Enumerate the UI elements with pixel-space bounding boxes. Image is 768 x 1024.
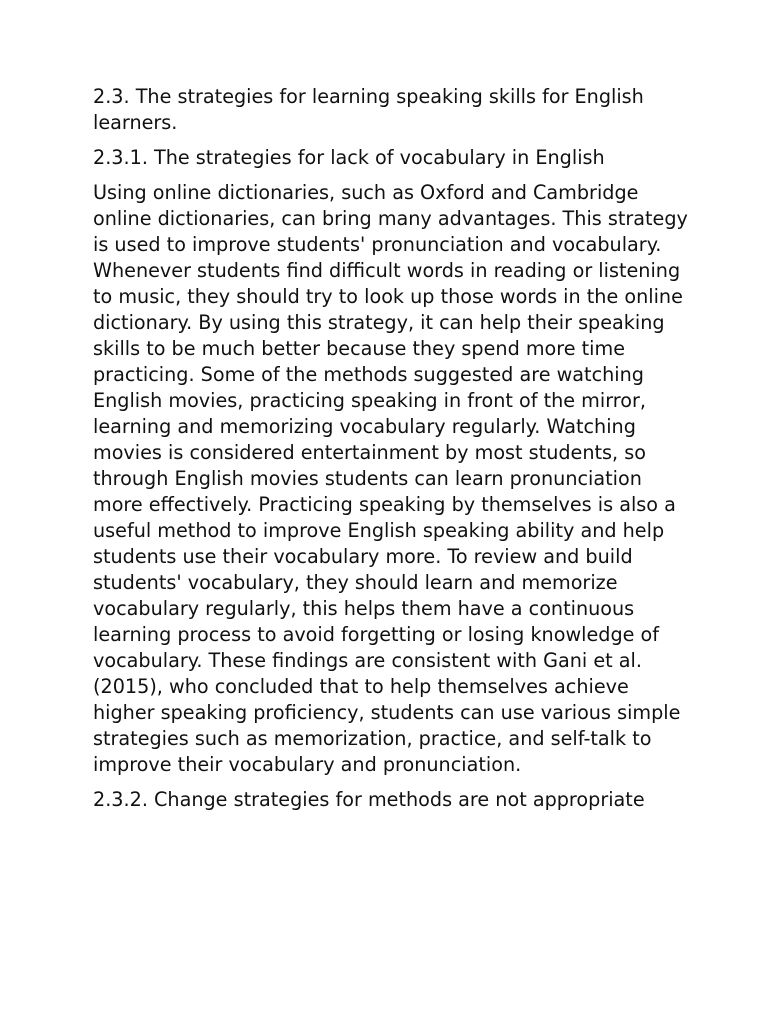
body-paragraph: Using online dictionaries, such as Oxford and Cambridge online dictionaries, can bring many advantages. This strategy is used to improve students' pronunciation and vocabulary. Whenever students find difficult words in reading or listening to music, they should try to look up those words in the online dictionary. By using this strategy, it can help their speaking skills to be much better because they spend more time practicing. Some of the methods suggested are watching English movies, practicing speaking in front of the mirror, learning and memorizing vocabulary regularly. Watching movies is considered entertainment by most students, so through English movies students can learn pronunciation more effectively. Practicing speaking by themselves is also a useful method to improve English speaking ability and help students use their vocabulary more. To review and build students' vocabulary, they should learn and memorize vocabulary regularly, this helps them have a continuous learning process to avoid forgetting or losing knowledge of vocabulary. These findings are consistent with Gani et al. (2015), who concluded that to help themselves achieve higher speaking proficiency, students can use various simple strategies such as memorization, practice, and self-talk to improve their vocabulary and pronunciation. <box>93 181 688 776</box>
subsection-heading-methods: 2.3.2. Change strategies for methods are not appropriate <box>93 788 645 811</box>
document-page <box>93 84 693 822</box>
section-heading: 2.3. The strategies for learning speaking skills for English learners. <box>93 85 644 134</box>
subsection-heading-vocabulary: 2.3.1. The strategies for lack of vocabulary in English <box>93 146 605 169</box>
